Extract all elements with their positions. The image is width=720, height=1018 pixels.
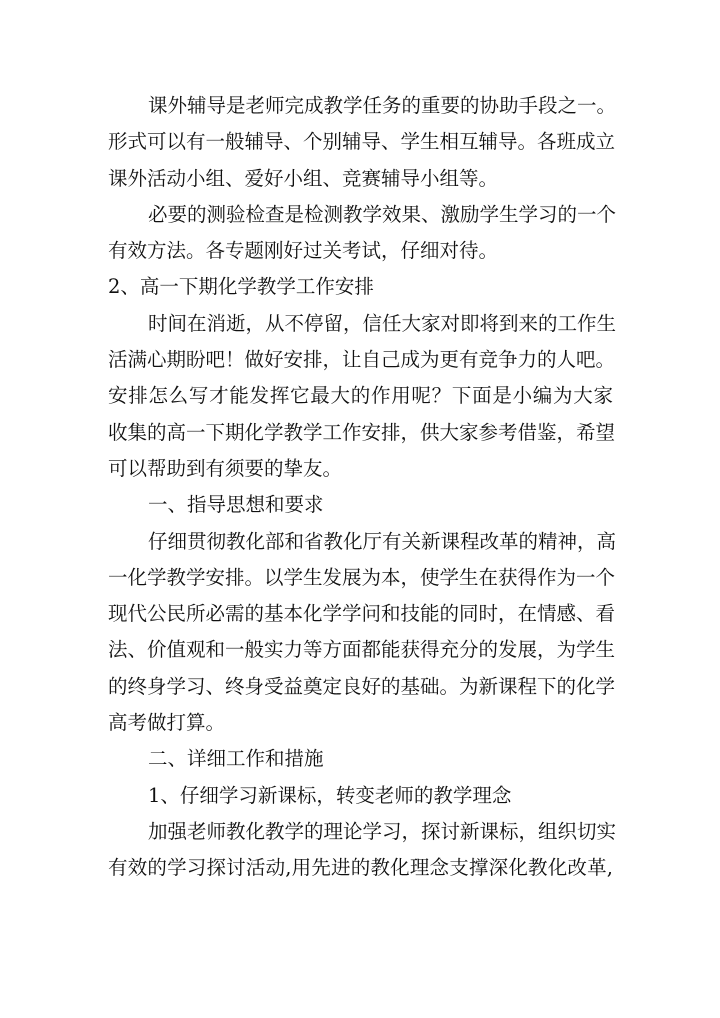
section-heading: 一、指导思想和要求: [148, 493, 324, 517]
paragraph-line: 高考做打算。: [108, 711, 226, 735]
paragraph-line: 时间在消逝，从不停留，信任大家对即将到来的工作生: [148, 311, 617, 335]
document-body: [108, 88, 617, 887]
paragraph-line: 加强老师教化教学的理论学习，探讨新课标，组织切实: [148, 819, 617, 843]
section-heading: 二、详细工作和措施: [148, 747, 324, 771]
paragraph-line: 有效的学习探讨活动,用先进的教化理念支撑深化教化改革,: [108, 856, 613, 880]
paragraph-line: 收集的高一下期化学教学工作安排，供大家参考借鉴，希望: [108, 420, 616, 444]
section-heading: 2、高一下期化学教学工作安排: [108, 275, 374, 299]
paragraph-line: 一化学教学安排。以学生发展为本，使学生在获得作为一个: [108, 565, 616, 589]
paragraph-line: 仔细贯彻教化部和省教化厅有关新课程改革的精神，高: [148, 529, 617, 553]
paragraph-line: 课外活动小组、爱好小组、竞赛辅导小组等。: [108, 166, 499, 190]
paragraph-line: 课外辅导是老师完成教学任务的重要的协助手段之一。: [148, 94, 617, 117]
subsection-heading: 1、仔细学习新课标，转变老师的教学理念: [148, 783, 512, 807]
paragraph-line: 安排怎么写才能发挥它最大的作用呢？下面是小编为大家: [108, 384, 613, 408]
paragraph-line: 可以帮助到有须要的挚友。: [108, 456, 343, 480]
paragraph-line: 的终身学习、终身受益奠定良好的基础。为新课程下的化学: [108, 674, 616, 698]
paragraph-line: 活满心期盼吧！做好安排，让自己成为更有竞争力的人吧。: [108, 348, 616, 372]
paragraph-line: 形式可以有一般辅导、个别辅导、学生相互辅导。各班成立: [108, 130, 616, 154]
paragraph-line: 法、价值观和一般实力等方面都能获得充分的发展，为学生: [108, 638, 616, 662]
paragraph-line: 现代公民所必需的基本化学学问和技能的同时，在情感、看: [108, 602, 616, 626]
paragraph-line: 有效方法。各专题刚好过关考试，仔细对待。: [108, 239, 499, 263]
paragraph-line: 必要的测验检查是检测教学效果、激励学生学习的一个: [148, 202, 617, 226]
